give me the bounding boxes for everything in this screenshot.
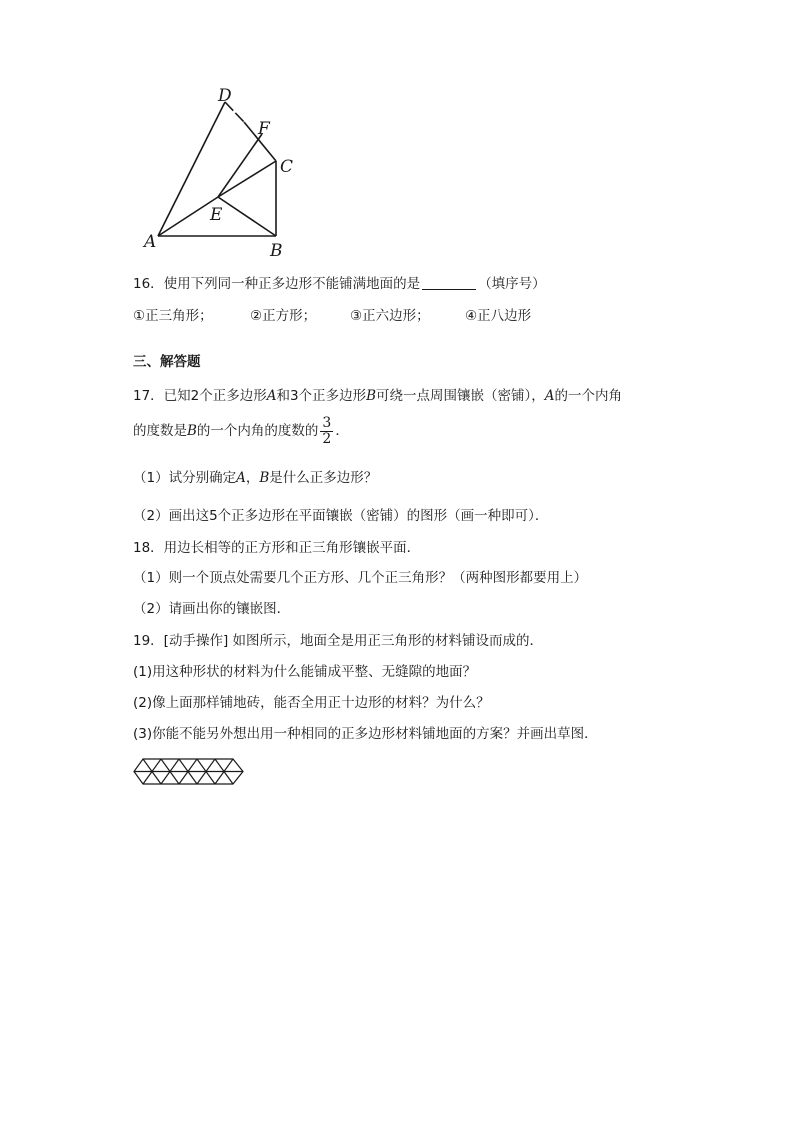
fraction-numerator: 3 <box>322 414 332 431</box>
q17-text: ， <box>245 470 260 486</box>
q17-text: 的度数是 <box>133 423 187 439</box>
q17-stem-line2 <box>133 412 349 450</box>
q19-part1: (1)用这种形状的材料为什么能铺成平整、无缝隙的地面？ <box>133 664 477 680</box>
q18-stem: 18．用边长相等的正方形和正三角形镶嵌平面． <box>133 540 421 556</box>
q17-text: 和3个正多边形 <box>276 388 367 404</box>
var-B: B <box>187 423 197 439</box>
var-A: A <box>266 388 277 404</box>
q18-part1: （1）则一个顶点处需要几个正方形、几个正三角形？（两种图形都要用上） <box>133 570 588 586</box>
segment-EC <box>218 161 276 197</box>
q19-part2: (2)像上面那样铺地砖，能否全用正十边形的材料？为什么？ <box>133 695 490 711</box>
q17-text: 的一个内角的度数的 <box>196 423 319 439</box>
q17-text: 是什么正多边形？ <box>269 470 378 486</box>
segment-EB <box>218 197 276 236</box>
q16-options <box>133 306 531 326</box>
var-B: B <box>366 388 377 404</box>
q17-text: 可绕一点周围镶嵌（密铺）， <box>376 388 545 404</box>
q16-prefix: 16．使用下列同一种正多边形不能铺满地面的是 <box>133 276 421 292</box>
var-A: A <box>544 388 555 404</box>
geometry-figure <box>138 84 308 264</box>
label-B: B <box>270 241 283 261</box>
q18-part2: （2）请画出你的镶嵌图． <box>133 601 291 617</box>
q16-stem <box>133 274 546 294</box>
q16-option-1: ①正三角形； <box>133 308 213 324</box>
label-D: D <box>218 86 232 106</box>
label-C: C <box>280 157 294 177</box>
q19-part3: (3)你能不能另外想出用一种相同的正多边形材料铺地面的方案？并画出草图． <box>133 726 598 742</box>
q17-text: （1）试分别确定 <box>133 470 237 486</box>
q17-text: 的一个内角 <box>554 388 623 404</box>
label-A: A <box>144 232 157 252</box>
q16-option-3: ③正六边形； <box>350 308 430 324</box>
q16-option-4: ④正八边形 <box>465 308 532 324</box>
triangle-tiling-figure <box>132 756 248 790</box>
var-B: B <box>259 470 270 486</box>
q16-answer-blank[interactable] <box>422 275 476 290</box>
segment-EF <box>218 134 262 197</box>
fraction-denominator: 2 <box>322 430 332 447</box>
var-A: A <box>236 470 246 486</box>
q17-part2: （2）画出这5个正多边形在平面镶嵌（密铺）的图形（画一种即可）． <box>133 508 549 524</box>
q19-stem: 19．[动手操作] 如图所示，地面全是用正三角形的材料铺设而成的． <box>133 633 544 649</box>
label-E: E <box>210 205 223 225</box>
label-F: F <box>258 119 270 139</box>
q16-suffix: （填序号） <box>478 276 546 292</box>
fraction-three-halves <box>320 416 333 447</box>
q17-text: 17．已知2个正多边形 <box>133 388 267 404</box>
section-title: 三、解答题 <box>133 354 201 370</box>
q17-text: ． <box>335 423 349 439</box>
q16-option-2: ②正方形； <box>250 308 317 324</box>
q17-part1 <box>133 468 377 488</box>
q17-stem-line1 <box>133 386 622 406</box>
